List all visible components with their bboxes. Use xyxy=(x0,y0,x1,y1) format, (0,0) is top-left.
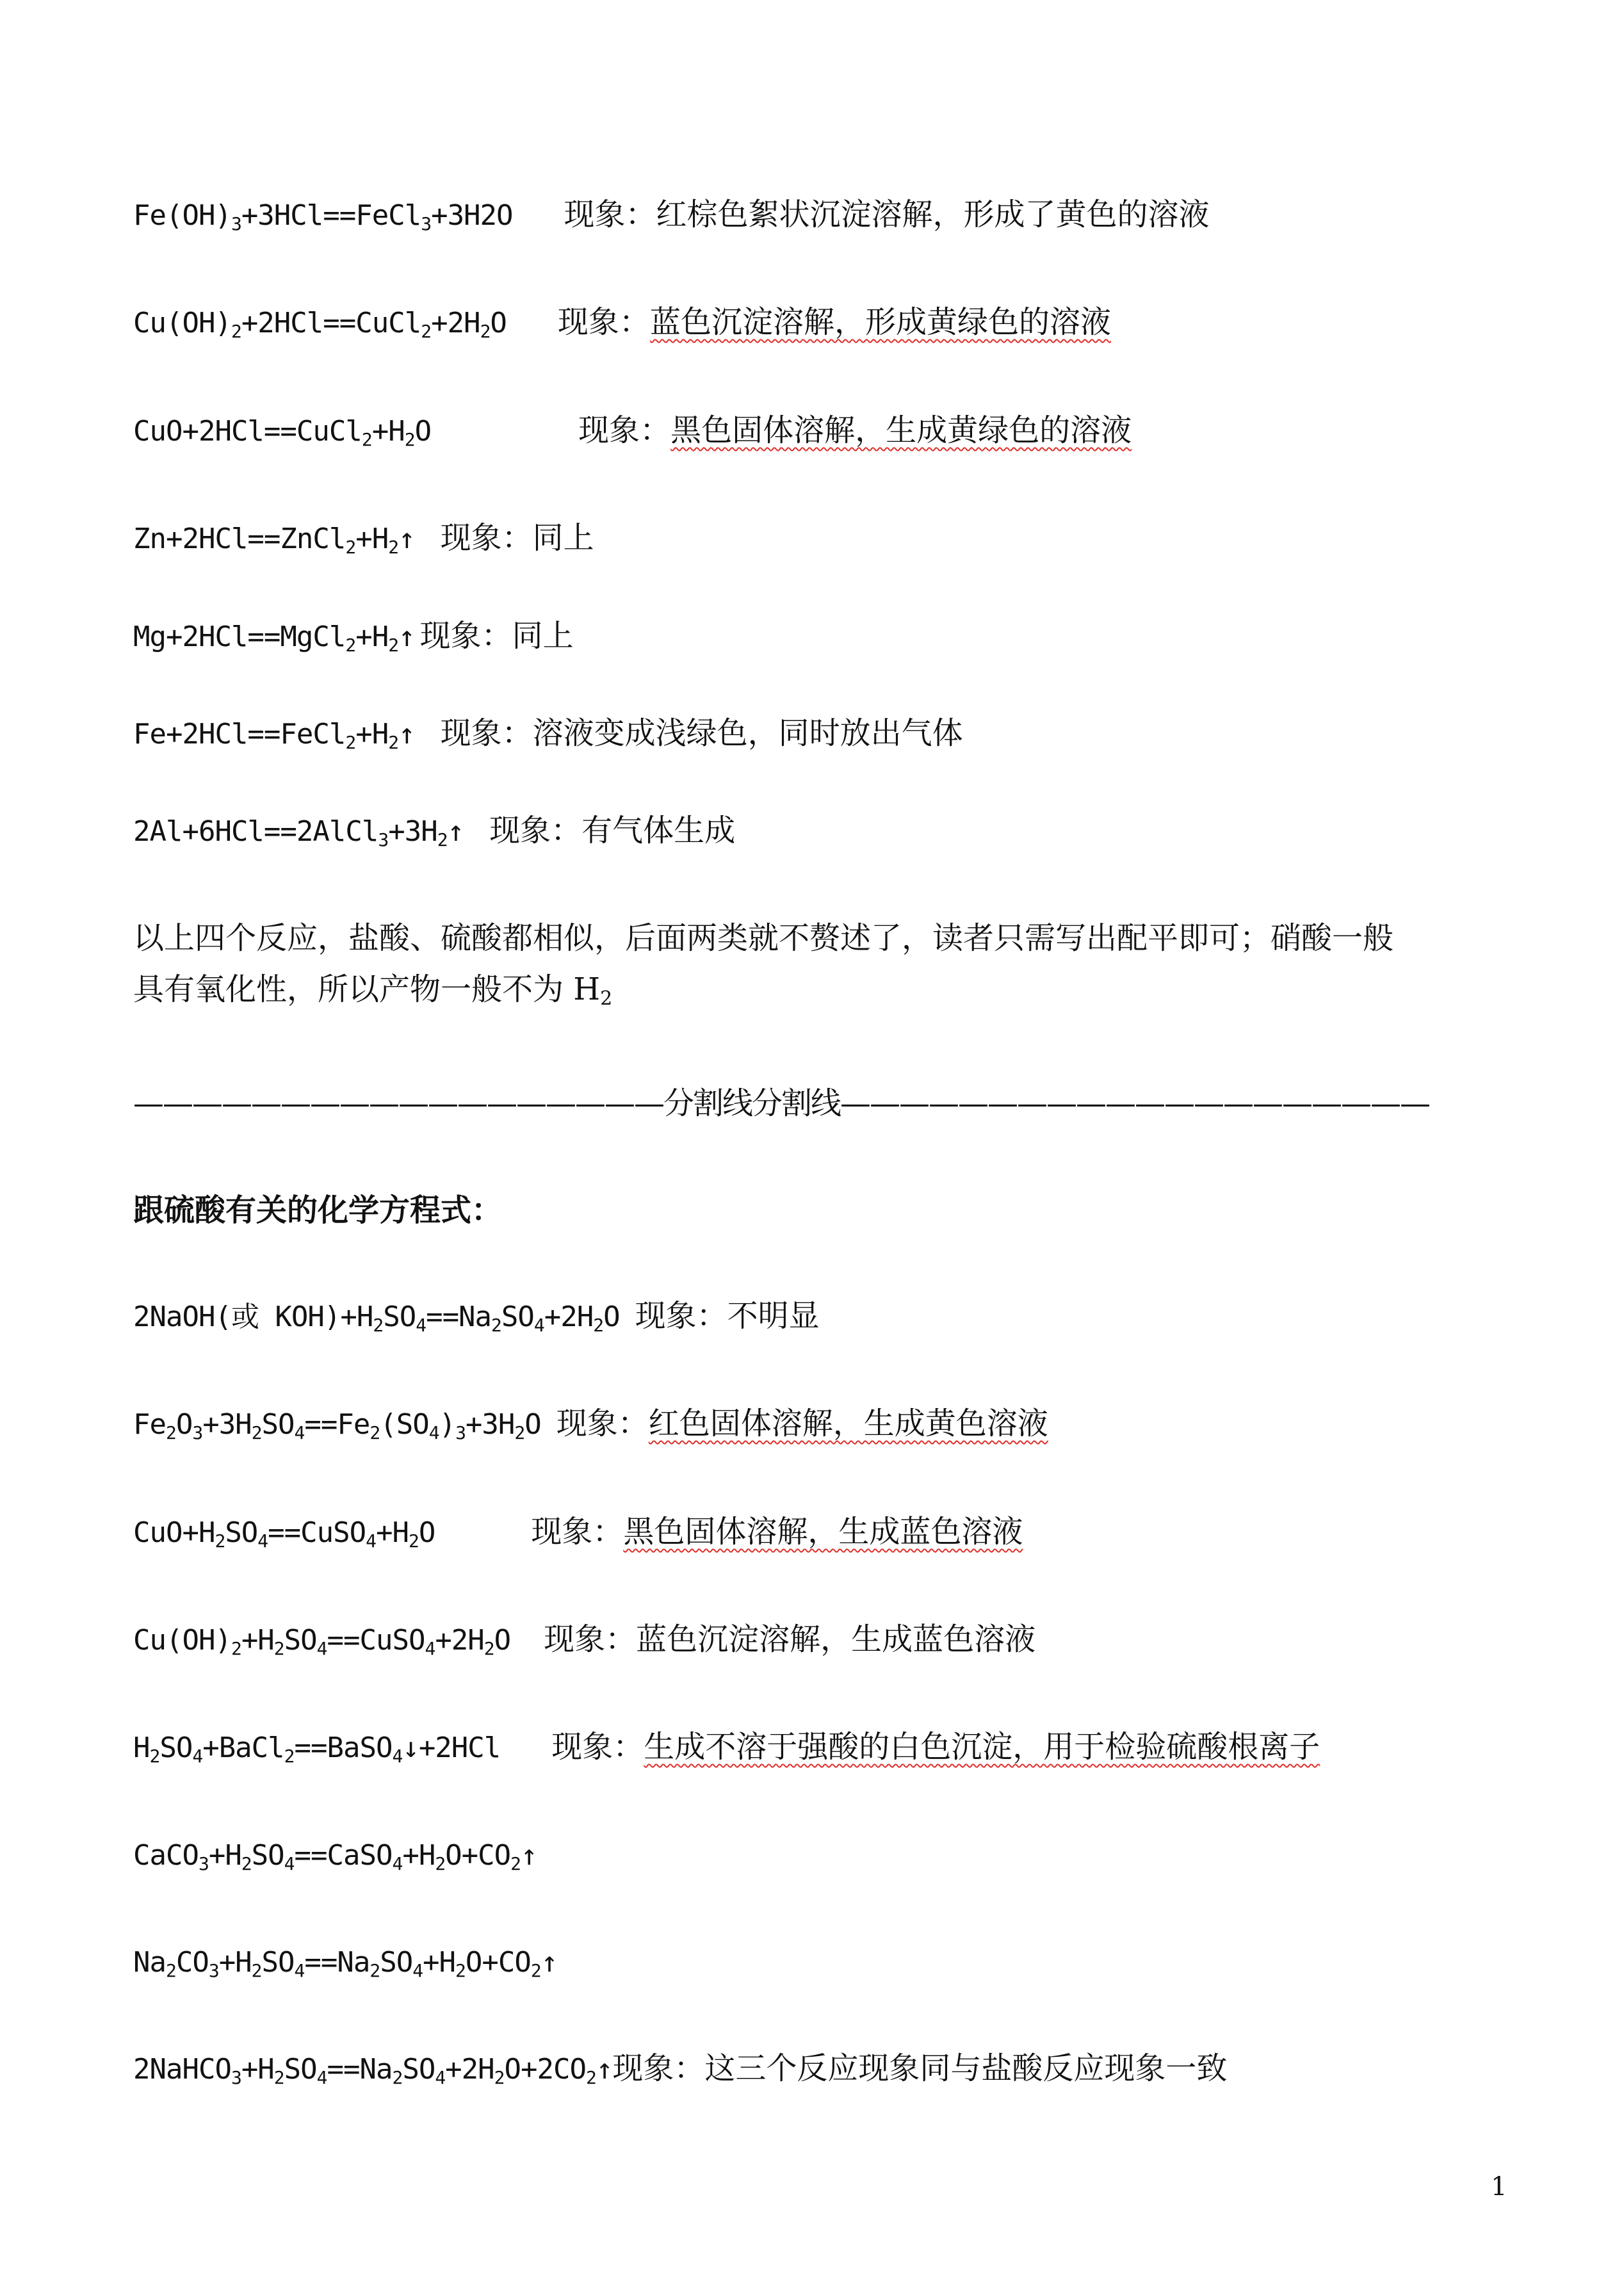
observation-label: 现象： xyxy=(489,813,582,848)
equation-line xyxy=(133,1620,1035,1668)
section-heading: 跟硫酸有关的化学方程式： xyxy=(133,1192,503,1228)
observation: 黑色固体溶解，生成黄绿色的溶液 xyxy=(670,412,1132,448)
observation: 红棕色絮状沉淀溶解，形成了黄色的溶液 xyxy=(656,197,1210,232)
equation: $Zn+2HCl==ZnCl_2+H_2↑$ xyxy=(133,523,415,558)
observation-label: 现象： xyxy=(564,197,656,232)
equation: $Mg+2HCl==MgCl_2+H_2↑$ xyxy=(133,620,415,656)
divider-dashes-right: ———————————————————— xyxy=(840,1085,1430,1121)
equation-line xyxy=(133,1404,1048,1452)
equation-line xyxy=(133,1835,537,1883)
equation: $Fe(OH)_3+3HCl==FeCl_3+3H2O$ xyxy=(133,199,513,234)
note-line: 具有氧化性，所以产物一般不为 $H_2$ xyxy=(133,971,613,1010)
observation: 蓝色沉淀溶解，形成黄绿色的溶液 xyxy=(649,304,1111,340)
equation: $2NaHCO_3+H_2SO_4==Na_2SO_4+2H_2O+2CO_2↑$ xyxy=(133,2053,613,2088)
observation-label: 现象： xyxy=(557,304,650,340)
observation: 生成不溶于强酸的白色沉淀，用于检验硫酸根离子 xyxy=(644,1729,1320,1765)
equation-line xyxy=(133,811,735,859)
equation-line xyxy=(133,1728,1320,1776)
observation: 有气体生成 xyxy=(581,813,736,848)
equation-line xyxy=(133,411,1132,459)
equation: $Fe+2HCl==FeCl_2+H_2↑$ xyxy=(133,718,415,753)
observation-label: 现象： xyxy=(635,1298,727,1334)
observation: 红色固体溶解，生成黄色溶液 xyxy=(648,1406,1048,1441)
note-line: 以上四个反应，盐酸、硫酸都相似，后面两类就不赘述了，读者只需写出配平即可；硝酸一般 xyxy=(133,920,1394,956)
divider-text: 分割线分割线 xyxy=(663,1085,841,1121)
note-paragraph xyxy=(133,912,1504,1025)
observation: 蓝色沉淀溶解，生成蓝色溶液 xyxy=(636,1621,1036,1657)
observation-label: 现象： xyxy=(556,1406,649,1441)
equation: 2NaOH(或 $KOH)+H_2SO_4==Na_2SO_4+2H_2O$ xyxy=(133,1301,620,1336)
equation: $CuO+2HCl==CuCl_2+H_2O$ xyxy=(133,415,432,450)
equation-line xyxy=(133,195,1210,243)
equation: $CaCO_3+H_2SO_4==CaSO_4+H_2O+CO_2↑$ xyxy=(133,1839,537,1874)
observation: 不明显 xyxy=(727,1298,820,1334)
equation: $CuO+H_2SO_4==CuSO_4+H_2O$ xyxy=(133,1516,435,1552)
section-divider xyxy=(133,1084,1429,1123)
observation-label: 现象： xyxy=(531,1514,624,1550)
observation-label: 现象： xyxy=(440,715,533,751)
observation-label: 现象： xyxy=(551,1729,644,1765)
equation-line xyxy=(133,714,963,762)
observation-label: 现象： xyxy=(544,1621,637,1657)
observation: 同上 xyxy=(512,618,574,654)
equation: $Na_2CO_3+H_2SO_4==Na_2SO_4+H_2O+CO_2↑$ xyxy=(133,1946,558,1981)
equation-line xyxy=(133,1512,1023,1561)
observation: 黑色固体溶解，生成蓝色溶液 xyxy=(623,1514,1023,1550)
equation: $Cu(OH)_2+2HCl==CuCl_2+2H_2O$ xyxy=(133,307,507,342)
observation-label: 现象： xyxy=(578,412,671,448)
equation-line xyxy=(133,519,594,567)
equation-line xyxy=(133,1297,820,1345)
observation: 溶液变成浅绿色，同时放出气体 xyxy=(532,715,963,751)
observation-label: 现象： xyxy=(419,618,512,654)
equation: $Fe_2O_3+3H_2SO_4==Fe_2(SO_4)_3+3H_2O$ xyxy=(133,1408,541,1443)
equation: $H_2SO_4+BaCl_2==BaSO_4↓+2HCl$ xyxy=(133,1731,501,1767)
page-number: 1 xyxy=(1491,2172,1507,2202)
equation: $Cu(OH)_2+H_2SO_4==CuSO_4+2H_2O$ xyxy=(133,1624,511,1659)
observation: 同上 xyxy=(532,520,594,556)
equation-line xyxy=(133,303,1111,351)
equation-line xyxy=(133,617,574,665)
observation-label: 现象： xyxy=(440,520,533,556)
equation-line xyxy=(133,1942,557,1990)
divider-dashes-left: —————————————————— xyxy=(133,1085,663,1121)
observation-label: 现象： xyxy=(612,2050,705,2086)
equation: $2Al+6HCl==2AlCl_3+3H_2↑$ xyxy=(133,815,464,850)
equation-line xyxy=(133,2049,1227,2097)
observation: 这三个反应现象同与盐酸反应现象一致 xyxy=(704,2050,1228,2086)
